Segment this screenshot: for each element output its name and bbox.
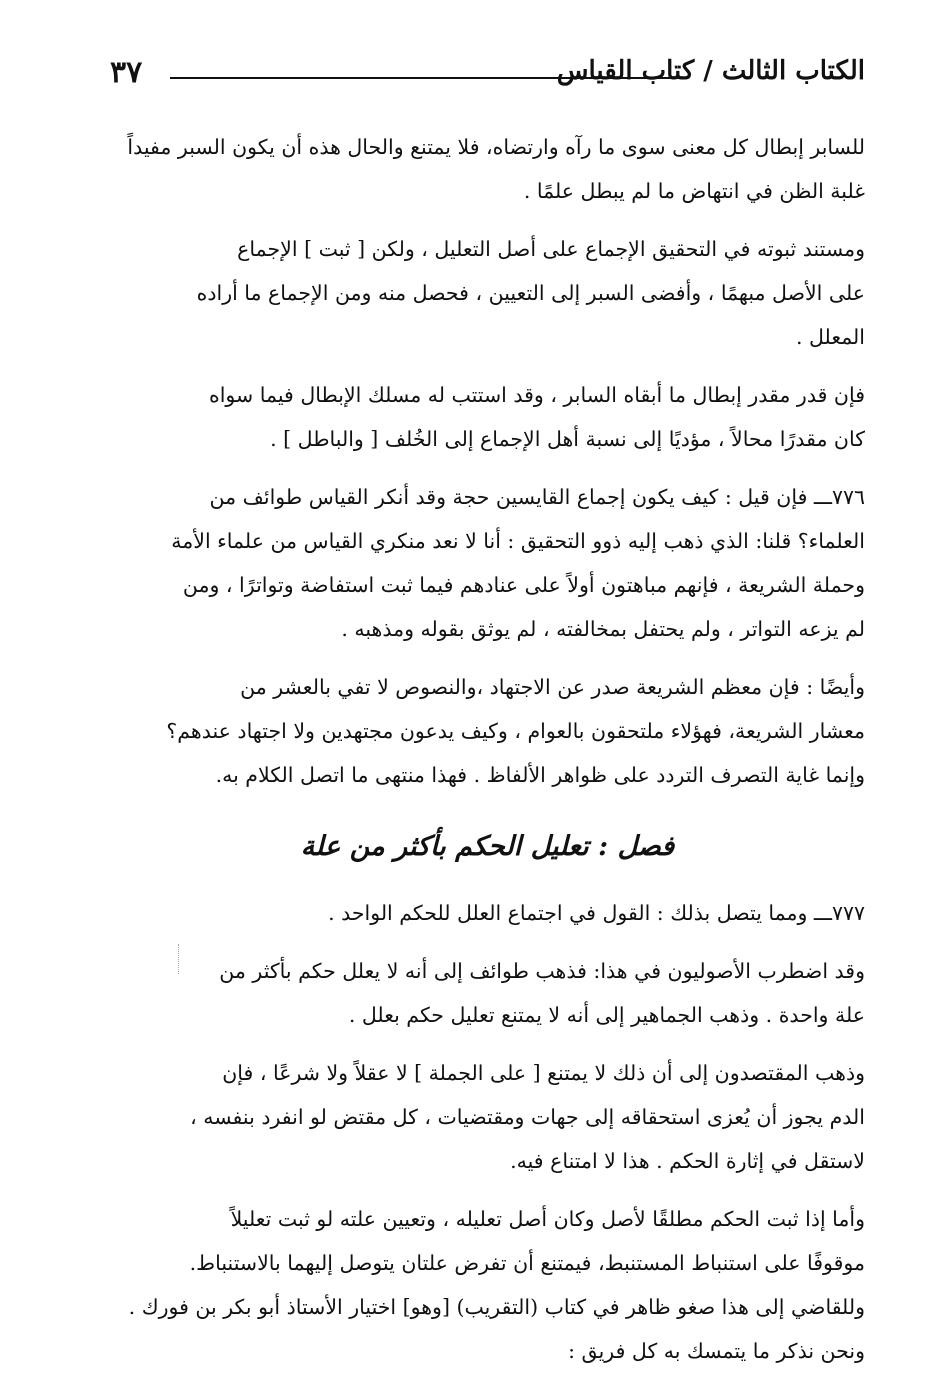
text-line: ٧٧٦ـــ فإن قيل : كيف يكون إجماع القايسين حجة وقد أنكر القياس طوائف من bbox=[209, 485, 865, 509]
running-title: الكتاب الثالث / كتاب القياس bbox=[556, 56, 865, 86]
section-heading: فصل : تعليل الحكم بأكثر من علة bbox=[300, 831, 675, 862]
page-number: ٣٧ bbox=[110, 55, 143, 90]
text-line: وحملة الشريعة ، فإنهم مباهتون أولاً على عنادهم فيما ثبت استفاضة وتواترًا ، ومن bbox=[182, 573, 865, 597]
text-line: وأيضًا : فإن معظم الشريعة صدر عن الاجتهاد ،والنصوص لا تفي بالعشر من bbox=[240, 675, 865, 699]
text-line: وأما إذا ثبت الحكم مطلقًا لأصل وكان أصل تعليله ، وتعيين علته لو ثبت تعليلاً bbox=[230, 1207, 865, 1231]
text-line: على الأصل مبهمًا ، وأفضى السبر إلى التعيين ، فحصل منه ومن الإجماع ما أراده bbox=[196, 281, 865, 305]
text-line: الدم يجوز أن يُعزى استحقاقه إلى جهات ومقتضيات ، كل مقتض لو انفرد بنفسه ، bbox=[190, 1105, 865, 1129]
text-line: المعلل . bbox=[795, 325, 865, 349]
text-line: ومستند ثبوته في التحقيق الإجماع على أصل التعليل ، ولكن [ ثبت ] الإجماع bbox=[237, 237, 865, 261]
paragraph bbox=[110, 475, 865, 651]
page-body bbox=[110, 125, 865, 1373]
paragraph bbox=[110, 1197, 865, 1373]
text-line: كان مقدرًا محالاً ، مؤديًا إلى نسبة أهل الإجماع إلى الخُلف [ والباطل ] . bbox=[270, 427, 865, 451]
text-line: وللقاضي إلى هذا صغو ظاهر في كتاب (التقريب) [وهو] اختيار الأستاذ أبو بكر بن فورك . bbox=[128, 1295, 865, 1319]
text-line: للسابر إبطال كل معنى سوى ما رآه وارتضاه، فلا يمتنع والحال هذه أن يكون السبر مفيداً bbox=[127, 135, 865, 159]
paragraph bbox=[110, 125, 865, 213]
scan-mark bbox=[178, 944, 179, 974]
text-line: العلماء؟ قلنا: الذي ذهب إليه ذوو التحقيق : أنا لا نعد منكري القياس من علماء الأمة bbox=[171, 529, 865, 553]
text-line: لاستقل في إثارة الحكم . هذا لا امتناع فيه. bbox=[510, 1149, 865, 1173]
text-line: وذهب المقتصدون إلى أن ذلك لا يمتنع [ على الجملة ] لا عقلاً ولا شرعًا ، فإن bbox=[222, 1061, 865, 1085]
paragraph bbox=[110, 949, 865, 1037]
page-header bbox=[110, 52, 865, 96]
paragraph bbox=[110, 373, 865, 461]
paragraph bbox=[110, 665, 865, 797]
text-line: غلبة الظن في انتهاض ما لم يبطل علمًا . bbox=[523, 179, 865, 203]
text-line: موقوفًا على استنباط المستنبط، فيمتنع أن تفرض علتان يتوصل إليهما بالاستنباط. bbox=[189, 1251, 865, 1275]
paragraph bbox=[110, 227, 865, 359]
paragraph bbox=[110, 891, 865, 935]
text-line: ونحن نذكر ما يتمسك به كل فريق : bbox=[568, 1339, 865, 1363]
text-line: علة واحدة . وذهب الجماهير إلى أنه لا يمتنع تعليل حكم بعلل . bbox=[348, 1003, 865, 1027]
text-line: فإن قدر مقدر إبطال ما أبقاه السابر ، وقد استتب له مسلك الإبطال فيما سواه bbox=[209, 383, 865, 407]
text-line: وإنما غاية التصرف التردد على ظواهر الألفاظ . فهذا منتهى ما اتصل الكلام به. bbox=[215, 763, 865, 787]
text-line: معشار الشريعة، فهؤلاء ملتحقون بالعوام ، وكيف يدعون مجتهدين ولا اجتهاد عندهم؟ bbox=[166, 719, 865, 743]
text-line: ٧٧٧ـــ ومما يتصل بذلك : القول في اجتماع العلل للحكم الواحد . bbox=[328, 901, 865, 925]
text-line: لم يزعه التواتر ، ولم يحتفل بمخالفته ، لم يوثق بقوله ومذهبه . bbox=[341, 617, 865, 641]
paragraph bbox=[110, 1051, 865, 1183]
text-line: وقد اضطرب الأصوليون في هذا: فذهب طوائف إلى أنه لا يعلل حكم بأكثر من bbox=[219, 959, 865, 983]
